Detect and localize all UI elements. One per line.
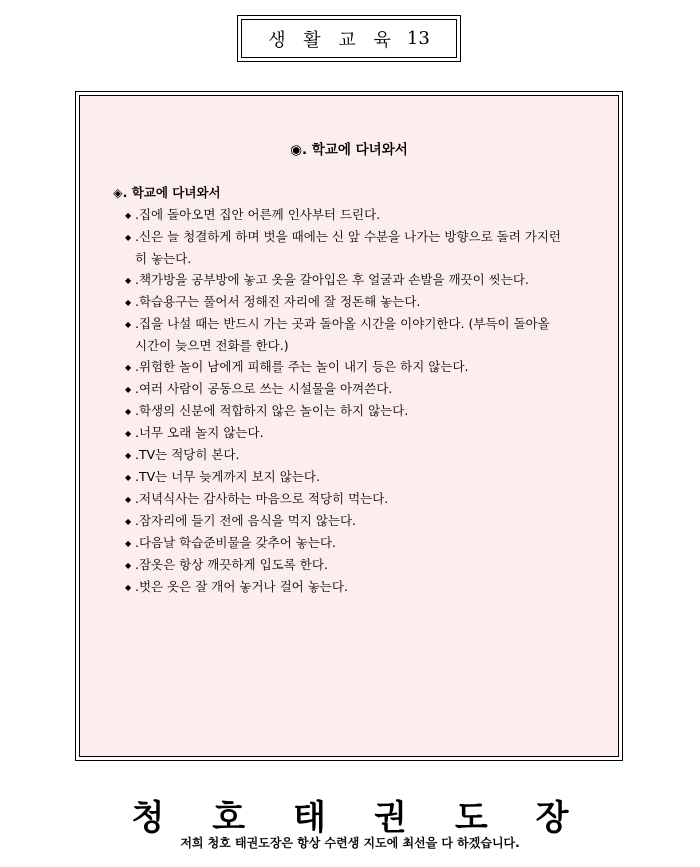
rule-item-text: .다음날 학습준비물을 갖추어 놓는다. bbox=[135, 535, 336, 550]
diamond-bullet-icon: ◆ bbox=[125, 298, 132, 307]
diamond-bullet-icon: ◆ bbox=[125, 385, 132, 394]
diamond-bullet-icon: ◆ bbox=[125, 561, 132, 570]
rule-item-text: .저녁식사는 감사하는 마음으로 적당히 먹는다. bbox=[135, 491, 389, 506]
diamond-bullet-icon: ◆ bbox=[125, 407, 132, 416]
rule-item-text: .집을 나설 때는 반드시 가는 곳과 돌아올 시간을 이야기한다. (부득이 돌아올 시간이 늦으면 전화를 한다.) bbox=[135, 316, 550, 353]
rule-item bbox=[125, 554, 565, 576]
rule-item bbox=[125, 510, 565, 532]
diamond-bullet-icon: ◆ bbox=[125, 539, 132, 548]
content-heading: ◉. 학교에 다녀와서 bbox=[290, 142, 408, 158]
school-name: 청호태권도장 bbox=[131, 798, 617, 838]
diamond-bullet-icon: ◆ bbox=[125, 211, 132, 220]
diamond-bullet-icon: ◆ bbox=[125, 473, 132, 482]
rule-item-text: .집에 돌아오면 집안 어른께 인사부터 드린다. bbox=[135, 207, 381, 222]
rule-item-text: .여러 사람이 공동으로 쓰는 시설물을 아껴쓴다. bbox=[135, 381, 393, 396]
rule-item bbox=[125, 378, 565, 400]
content-panel bbox=[79, 95, 619, 757]
rule-item-text: .신은 늘 청결하게 하며 벗을 때에는 신 앞 수분을 나가는 방향으로 돌려 가지런히 놓는다. bbox=[135, 229, 561, 266]
rule-item bbox=[125, 466, 565, 488]
rule-item bbox=[125, 291, 565, 313]
diamond-bullet-icon: ◆ bbox=[125, 429, 132, 438]
diamond-bullet-icon: ◆ bbox=[125, 517, 132, 526]
rule-item-text: .잠옷은 항상 깨끗하게 입도록 한다. bbox=[135, 557, 328, 572]
school-slogan: 저희 청호 태권도장은 항상 수련생 지도에 최선을 다 하겠습니다. bbox=[180, 836, 520, 850]
diamond-bullet-icon: ◆ bbox=[125, 363, 132, 372]
content-frame bbox=[75, 91, 623, 761]
diamond-bullet-icon: ◆ bbox=[125, 451, 132, 460]
rule-item-text: .책가방을 공부방에 놓고 옷을 갈아입은 후 얼굴과 손발을 깨끗이 씻는다. bbox=[135, 272, 529, 287]
rule-item-text: .너무 오래 놀지 않는다. bbox=[135, 425, 264, 440]
diamond-bullet-icon: ◆ bbox=[125, 320, 132, 329]
rules-list bbox=[125, 204, 565, 598]
page-number: 13 bbox=[406, 28, 430, 49]
rule-item bbox=[125, 576, 565, 598]
diamond-bullet-icon: ◆ bbox=[125, 495, 132, 504]
rule-item bbox=[125, 422, 565, 444]
rule-item bbox=[125, 532, 565, 554]
diamond-bullet-icon: ◆ bbox=[125, 233, 132, 242]
section-label: ◈. 학교에 다녀와서 bbox=[113, 185, 221, 200]
rule-item bbox=[125, 204, 565, 226]
rule-item-text: .잠자리에 들기 전에 음식을 먹지 않는다. bbox=[135, 513, 357, 528]
rule-item-text: .위험한 놀이 남에게 피해를 주는 놀이 내기 등은 하지 않는다. bbox=[135, 359, 469, 374]
rule-item bbox=[125, 269, 565, 291]
rule-item-text: .벗은 옷은 잘 개어 놓거나 걸어 놓는다. bbox=[135, 579, 348, 594]
rule-item-text: .학생의 신분에 적합하지 않은 놀이는 하지 않는다. bbox=[135, 403, 409, 418]
rule-item-text: .학습용구는 풀어서 정해진 자리에 잘 정돈해 놓는다. bbox=[135, 294, 421, 309]
rule-item-text: .TV는 너무 늦게까지 보지 않는다. bbox=[135, 469, 320, 484]
diamond-bullet-icon: ◆ bbox=[125, 583, 132, 592]
rule-item bbox=[125, 226, 565, 269]
rule-item bbox=[125, 313, 565, 356]
diamond-bullet-icon: ◆ bbox=[125, 276, 132, 285]
page-title-box bbox=[237, 15, 461, 62]
rule-item-text: .TV는 적당히 본다. bbox=[135, 447, 240, 462]
rule-item bbox=[125, 444, 565, 466]
rule-item bbox=[125, 356, 565, 378]
rule-item bbox=[125, 400, 565, 422]
page-title bbox=[241, 19, 457, 58]
page-title-text: 생 활 교 육 bbox=[268, 29, 397, 51]
rule-item bbox=[125, 488, 565, 510]
